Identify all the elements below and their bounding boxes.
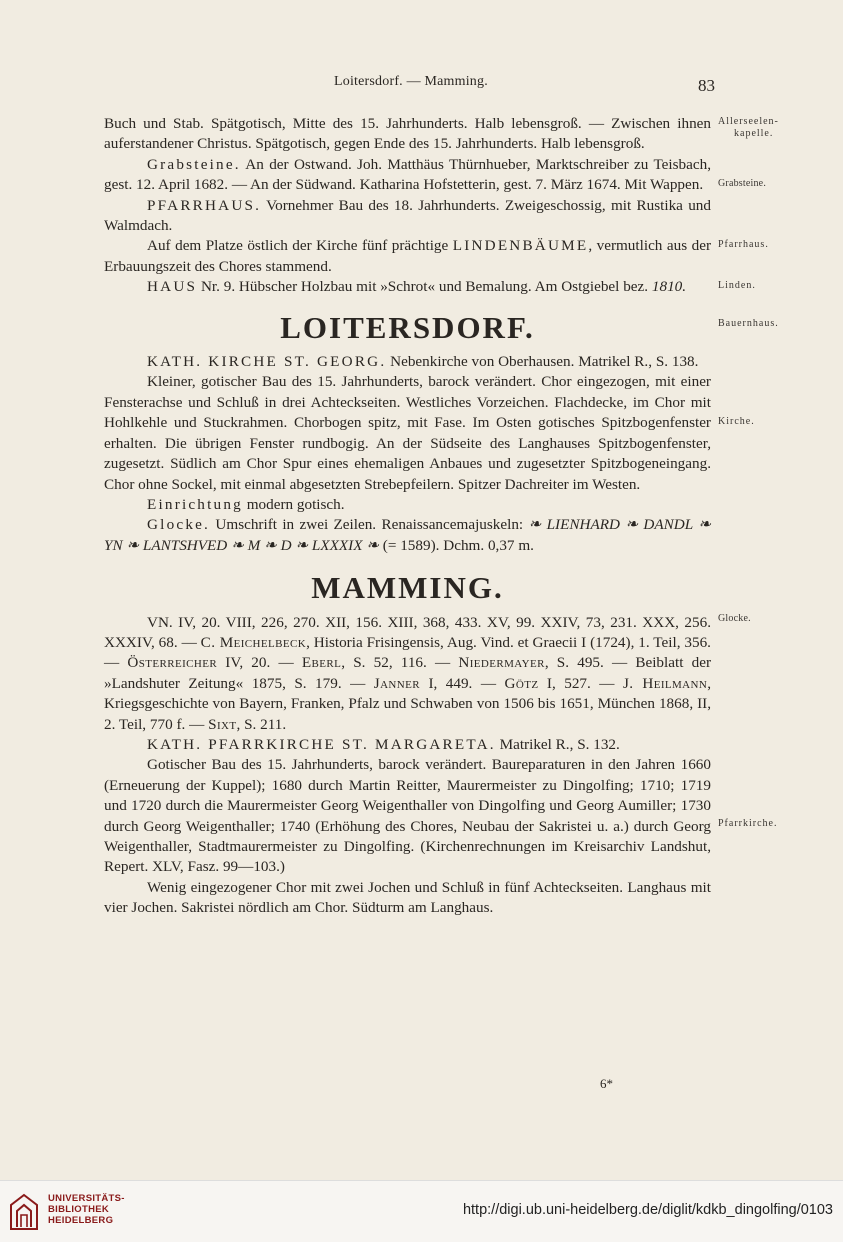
running-header xyxy=(0,72,843,94)
page-number: 83 xyxy=(698,76,715,95)
permalink-url[interactable]: http://digi.ub.uni-heidelberg.de/diglit/kdkb_dingolfing/0103 xyxy=(462,1202,833,1218)
paragraph: Gotischer Bau des 15. Jahrhunderts, barock verändert. Baureparaturen in den Jahren 1660 (Erneuerung der Kuppel); 1680 durch Martin Reitter, Maurermeister zu Dingolfing; 1710; 1719 und 1720 durch die Maurermeister Georg Weigenthaller von Dingolfing und Georg Aumiller; 1730 durch Georg Weigenthaller; 1740 (Erhöhung des Chores, Neubau der Sakristei u. a.) durch Georg Weigenthaller, Stadtmaurermeister zu Dingolfing. (Kirchenrechnungen im Kreisarchiv Landshut, Repert. XLV, Fasz. 99—103.) xyxy=(104,756,711,876)
paragraph: HAUS Nr. 9. Hübscher Holzbau mit »Schrot« und Bemalung. Am Ostgiebel bez. 1810. xyxy=(147,278,687,296)
library-footer xyxy=(0,1180,843,1242)
paragraph: KATH. PFARRKIRCHE ST. MARGARETA. Matrikel R., S. 132. xyxy=(147,735,620,753)
margin-note-allerseelen: Allerseelen- kapelle. xyxy=(718,116,779,139)
paragraph: Auf dem Platze östlich der Kirche fünf prächtige LINDENBÄUME, vermutlich aus der Erbauungszeit des Chores stammend. xyxy=(104,237,711,275)
margin-note-kirche: Kirche. xyxy=(718,416,755,427)
paragraph: Kleiner, gotischer Bau des 15. Jahrhunderts, barock verändert. Chor eingezogen, mit einer Fensterachse und Schluß in drei Achteckseiten. Westliches Vorzeichen. Flachdecke, im Chor mit Hohlkehle und Stuckrahmen. Chorbogen spitz, mit Fase. Im Osten gotisches Spitzbogenfenster erhalten. Die übrigen Fenster rundbogig. An der Südseite des Langhauses Spitzbogenfenster, zugesetzt. Südlich am Chor Spur eines ehemaligen Anbaues und zugesetzter Spitzbogeneingang. Chor ohne Sockel, mit einmal abgesetzten Strebepfeilern. Spitzer Dachreiter im Westen. xyxy=(104,373,711,493)
paragraph: Grabsteine. An der Ostwand. Joh. Matthäus Thürnhueber, Marktschreiber zu Teisbach, gest. 12. April 1682. — An der Südwand. Katharina Hofstetterin, gest. 7. März 1674. Mit Wappen. xyxy=(104,155,711,194)
paragraph: Buch und Stab. Spätgotisch, Mitte des 15. Jahrhunderts. Halb lebensgroß. — Zwischen ihnen auferstandener Christus. Spätgotisch, gegen Ende des 15. Jahrhunderts. Halb lebensgroß. xyxy=(104,115,711,153)
paragraph: KATH. KIRCHE ST. GEORG. Nebenkirche von Oberhausen. Matrikel R., S. 138. xyxy=(147,353,699,371)
margin-note-glocke: Glocke. xyxy=(718,613,751,624)
paragraph: Wenig eingezogener Chor mit zwei Jochen und Schluß in fünf Achteckseiten. Langhaus mit vier Jochen. Sakristei nördlich am Chor. Südturm am Langhaus. xyxy=(104,878,711,917)
bibliography: VN. IV, 20. VIII, 226, 270. XII, 156. XIII, 368, 433. XV, 99. XXIV, 73, 231. XXX, 256. XXXIV, 68. — C. Meichelbeck, Historia Frisingensis, Aug. Vind. et Graecii I (1724), 1. Teil, 356. — Österreicher IV, 20. — Eberl, S. 52, 116. — Niedermayer, S. 495. — Beiblatt der »Landshuter Zeitung« 1875, S. 179. — Janner I, 449. — Götz I, 527. — J. Heilmann, Kriegsgeschichte von Bayern, Franken, Pfalz und Schwaben von 1506 bis 1651, München 1868, II, 2. Teil, 770 f. — Sixt, S. 211. xyxy=(104,613,712,733)
margin-note-pfarrkirche: Pfarrkirche. xyxy=(718,818,778,829)
library-name: UNIVERSITÄTS- BIBLIOTHEK HEIDELBERG xyxy=(48,1193,125,1226)
running-title: Loitersdorf. — Mamming. xyxy=(334,74,488,89)
margin-note-bauernhaus: Bauernhaus. xyxy=(718,318,779,329)
section-heading-mamming: MAMMING. xyxy=(311,570,504,606)
bell-inscription: ❧ LIENHARD ❧ DANDL ❧ YN ❧ LANTSHVED ❧ M ❧ D ❧ LXXXIX ❧ xyxy=(104,516,711,554)
body-text xyxy=(104,114,711,919)
margin-note-linden: Linden. xyxy=(718,280,756,291)
paragraph: PFARRHAUS. Vornehmer Bau des 18. Jahrhunderts. Zweigeschossig, mit Rustika und Walmdach. xyxy=(104,196,711,235)
paragraph: Glocke. Umschrift in zwei Zeilen. Renaissancemajuskeln: ❧ LIENHARD ❧ DANDL ❧ YN ❧ LANTSHVED ❧ M ❧ D ❧ LXXXIX ❧ (= 1589). Dchm. 0,37 m. xyxy=(104,516,711,554)
section-heading-loitersdorf: LOITERSDORF. xyxy=(280,309,535,345)
margin-note-grabsteine: Grabsteine. xyxy=(718,178,767,189)
paragraph: Einrichtung modern gotisch. xyxy=(147,495,345,513)
university-library-logo-icon xyxy=(9,1193,39,1231)
margin-note-pfarrhaus: Pfarrhaus. xyxy=(718,239,769,250)
signature-mark: 6* xyxy=(600,1076,613,1091)
